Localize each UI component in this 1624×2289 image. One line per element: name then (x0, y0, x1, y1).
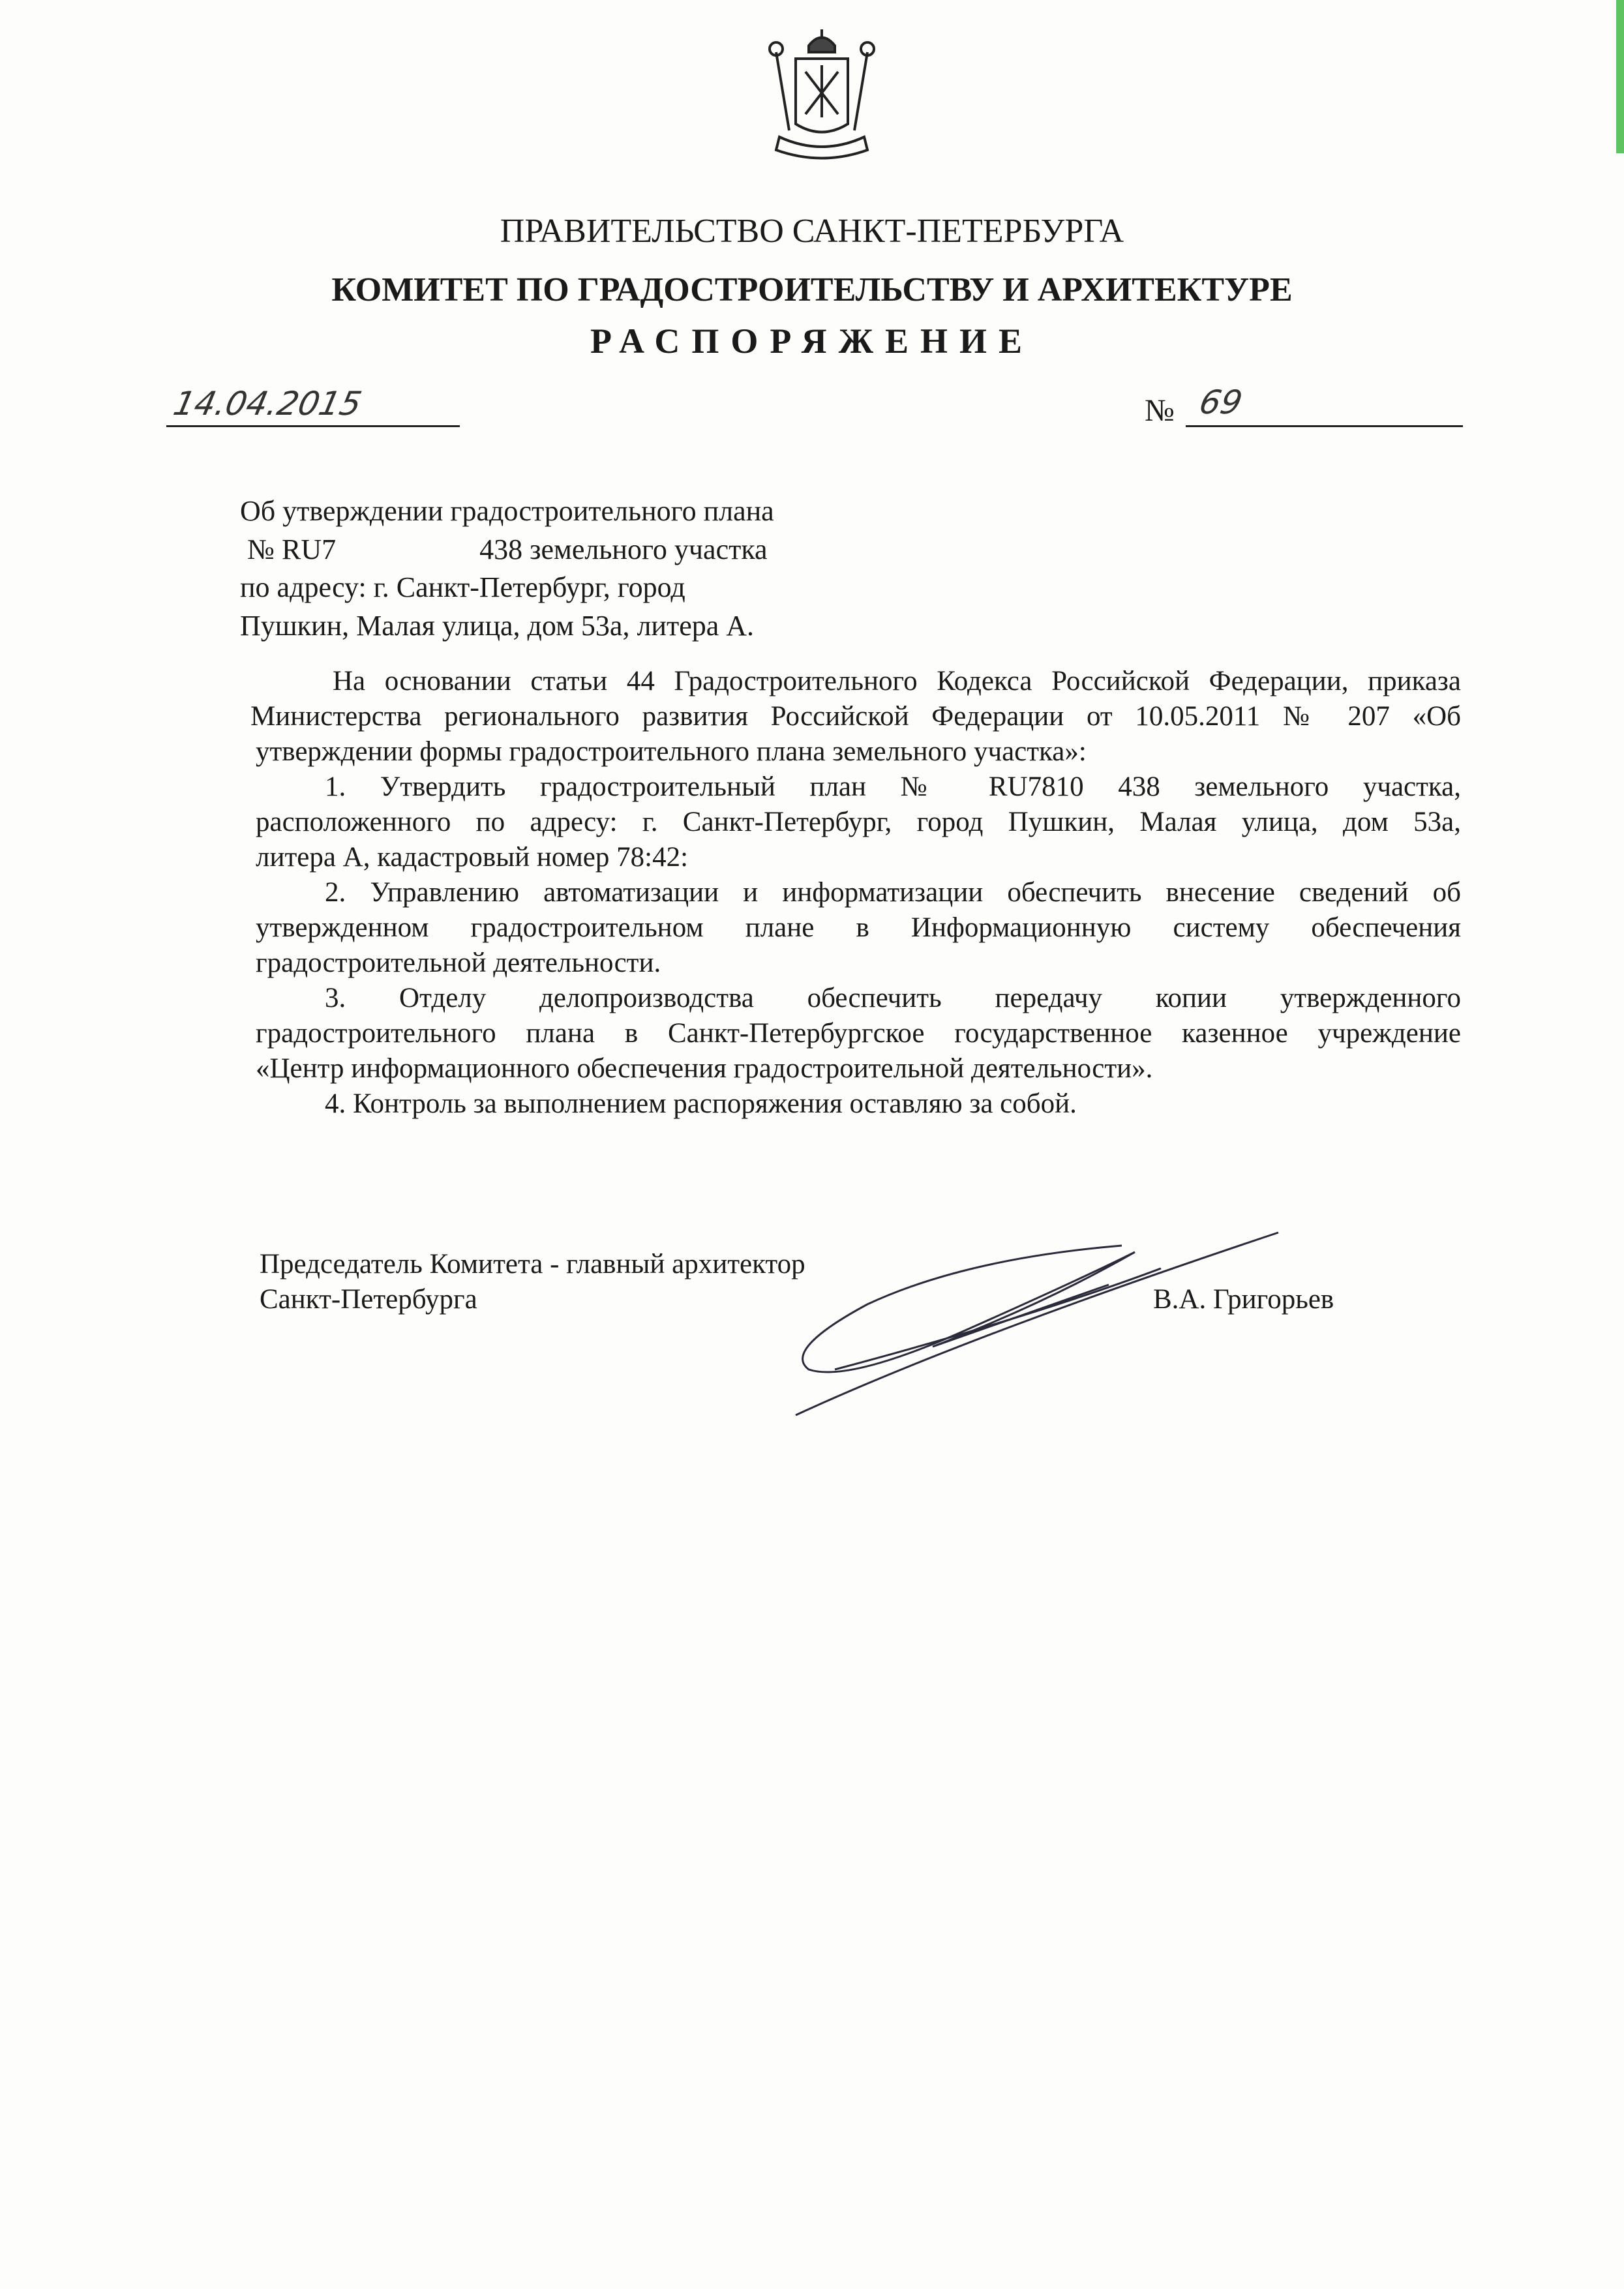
item-4 (256, 1086, 1461, 1122)
text-line: градостроительной деятельности. (256, 948, 661, 978)
handwritten-date: 14.04.2015 (170, 385, 365, 423)
scan-edge-marker (1616, 0, 1624, 153)
text-line: расположенного по адресу: г. Санкт-Петербург, город Пушкин, Малая улица, дом 53а, (256, 807, 1461, 837)
text-line: Министерства регионального развития Российской Федерации от 10.05.2011 № 207 «Об (250, 701, 1461, 732)
document-body (250, 664, 1461, 1122)
text-line: На основании статьи 44 Градостроительного Кодекса Российской Федерации, приказа (333, 666, 1461, 696)
item-3 (256, 981, 1461, 1086)
handwritten-number: 69 (1195, 383, 1246, 421)
preamble-paragraph (250, 664, 1461, 770)
handwritten-signature (770, 1206, 1291, 1428)
position-line: Санкт-Петербурга (260, 1284, 477, 1315)
subject-line: Об утверждении градостроительного плана (240, 495, 774, 527)
item-1 (256, 770, 1461, 875)
date-field (166, 385, 460, 427)
item-2 (256, 875, 1461, 981)
text-line: утвержденном градостроительном плане в Информационную систему обеспечения (256, 912, 1461, 943)
subject-line: № RU7 438 земельного участка (240, 533, 768, 565)
text-line: «Центр информационного обеспечения градостроительной деятельности». (256, 1053, 1153, 1084)
number-label: № (1145, 393, 1175, 428)
subject-block (240, 492, 774, 645)
number-field (1186, 385, 1463, 427)
government-title: ПРАВИТЕЛЬСТВО САНКТ-ПЕТЕРБУРГА (500, 213, 1124, 250)
signatory-position (260, 1247, 805, 1317)
text-line: 4. Контроль за выполнением распоряжения оставляю за собой. (325, 1088, 1077, 1119)
text-line: 1. Утвердить градостроительный план № RU7810 438 земельного участка, (325, 771, 1461, 802)
text-line: 2. Управлению автоматизации и информатизации обеспечить внесение сведений об (325, 877, 1461, 908)
subject-line: Пушкин, Малая улица, дом 53а, литера А. (240, 609, 755, 642)
text-line: утверждении формы градостроительного плана земельного участка»: (256, 736, 1087, 767)
subject-line: по адресу: г. Санкт-Петербург, город (240, 571, 685, 603)
document-type: РАСПОРЯЖЕНИЕ (590, 322, 1034, 361)
committee-title: КОМИТЕТ ПО ГРАДОСТРОИТЕЛЬСТВУ И АРХИТЕКТУРЕ (331, 271, 1293, 308)
text-line: 3. Отделу делопроизводства обеспечить передачу копии утвержденного (325, 983, 1461, 1013)
text-line: литера А, кадастровый номер 78:42: (256, 842, 689, 873)
position-line: Председатель Комитета - главный архитектор (260, 1249, 805, 1279)
coat-of-arms-emblem (763, 26, 880, 170)
signatory-name: В.А. Григорьев (1153, 1284, 1334, 1315)
text-line: градостроительного плана в Санкт-Петербургское государственное казенное учреждение (256, 1018, 1461, 1049)
